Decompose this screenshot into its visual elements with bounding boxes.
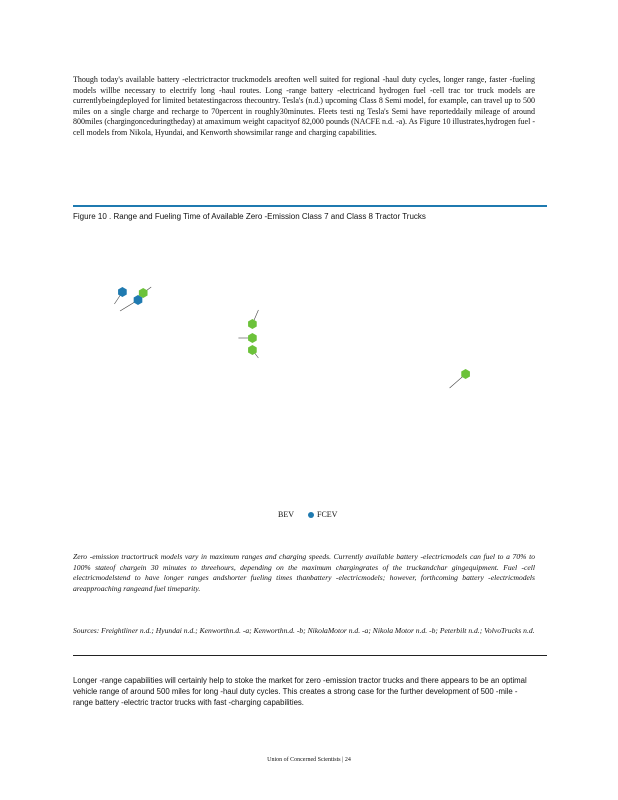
- point-fcev-4: [461, 369, 470, 379]
- intro-text: Though today's available battery -electrictractor truckmodels areoften well suited for regional -haul duty cycles, longer range, faster -fueling models willbe necessary to electrify long -haul routes. Long -range battery -electricand hydrogen fuel -cell trac tor truck models are currentlybeingdeployed for limited betatestingacross thecountry. Tesla's (n.d.) upcoming Class 8 Semi model, for example, can travel up to 500 miles on a single charge and recharge to 70percent in roughly30minutes. Fleets testi ng Tesla's Semi have reporteddaily mileage of around 800miles (chargingonceduringtheday) at amaximum weight capacityof 82,000 pounds (NACFE n.d. -a). As Figure 10 illustrates,hydrogen fuel -cell models from Nikola, Hyundai, and Kenworth showsimilar range and charging capabilities.: [73, 75, 535, 137]
- legend-fcev-swatch: [308, 512, 314, 518]
- chart-legend: [278, 510, 337, 519]
- legend-fcev: [308, 510, 337, 519]
- point-bev-0: [118, 287, 127, 297]
- legend-fcev-label: FCEV: [317, 510, 338, 519]
- closing-paragraph: Longer -range capabilities will certainly help to stoke the market for zero -emission tractor trucks and there appears to be an optimal vehicle range of around 500 miles for long -haul duty cycles. This creates a strong case for the further development of 500 -mile -range battery -electric tractor trucks with fast -charging capabilities.: [73, 676, 527, 707]
- figure-bottom-rule: [73, 655, 547, 656]
- figure-title: Figure 10 . Range and Fueling Time of Available Zero -Emission Class 7 and Class 8 Tractor Trucks: [73, 212, 426, 221]
- page-footer: Union of Concerned Scientists | 24: [267, 757, 351, 763]
- point-fcev-3: [248, 345, 257, 355]
- legend-bev-label: BEV: [278, 510, 294, 519]
- point-fcev-1: [248, 319, 257, 329]
- point-fcev-2: [248, 333, 257, 343]
- legend-bev: [278, 510, 294, 519]
- caption-note: Zero -emission tractortruck models vary in maximum ranges and charging speeds. Currently available battery -electricmodels can fuel to a 70% to 100% stateof chargein 30 minutes to threehours, depending on the maximum chargingrates of the truckandchar gingequipment. Fuel -cell electricmodelstend to have longer ranges andshorter fueling times thanbattery -electricmodels; however, forthcoming battery -electricmodels areapproaching rangeand fuel timeparity.: [73, 552, 535, 593]
- sources: Sources: Freightliner n.d.; Hyundai n.d.; Kenworthn.d. -a; Kenworthn.d. -b; NikolaMotor n.d. -a; Nikola Motor n.d. -b; Peterbilt n.d.; VolvoTrucks n.d.: [73, 626, 535, 635]
